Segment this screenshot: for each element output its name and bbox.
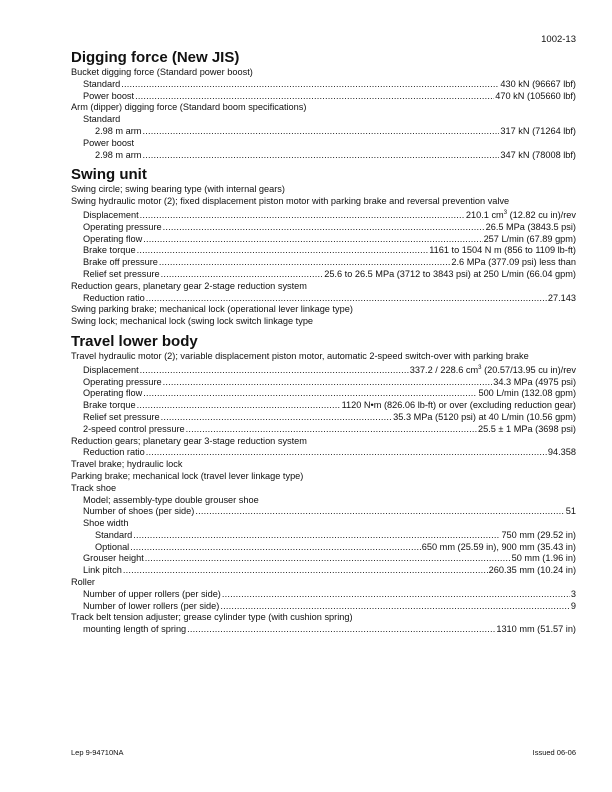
arm-digging-heading: Arm (dipper) digging force (Standard boom specifications) <box>71 102 307 113</box>
spec-row-upper-rollers: Number of upper rollers (per side) ..... 3 <box>71 589 576 601</box>
shoe-width-heading: Shoe width <box>83 518 129 529</box>
swing-lock-text: Swing lock; mechanical lock (swing lock switch linkage type <box>71 316 314 327</box>
swing-parking-brake-text: Swing parking brake; mechanical lock (operational lever linkage type) <box>71 304 353 315</box>
bucket-digging-heading: Bucket digging force (Standard power boost) <box>71 67 253 77</box>
spec-row-swing-relief-pressure: Relief set pressure ..... 25.6 to 26.5 MPa (3712 to 3843 psi) at 250 L/min (66.04 gpm) <box>71 269 576 281</box>
spec-row-swing-displacement: Displacement ..... 210.1 $cm^3$ (12.82 cu in)/rev <box>71 210 576 222</box>
track-shoe-heading: Track shoe <box>71 482 117 493</box>
track-shoe-model-text: Model; assembly-type double grouser shoe <box>83 494 259 505</box>
spec-row-spring-length: mounting length of spring ..... 1310 mm (51.57 in) <box>71 624 576 636</box>
section-title-digging-force: Digging force (New JIS) <box>71 49 240 66</box>
spec-row-travel-relief-pressure: Relief set pressure ..... 35.3 MPa (5120 psi) at 40 L/min (10.56 gpm) <box>71 412 576 424</box>
spec-content <box>71 49 576 636</box>
travel-brake-text: Travel brake; hydraulic lock <box>71 459 183 470</box>
roller-heading: Roller <box>71 577 95 588</box>
spec-row-travel-reduction-ratio: Reduction ratio ..... 94.358 <box>71 447 576 459</box>
track-tension-heading: Track belt tension adjuster; grease cylinder type (with cushion spring) <box>71 612 353 623</box>
spec-row-travel-displacement: Displacement ..... 337.2 / 228.6 $cm^3$ (20.57/13.95 cu in)/rev <box>71 365 576 377</box>
travel-motor-heading: Travel hydraulic motor (2); variable displacement piston motor, automatic 2-speed switch-over with parking brake <box>71 350 529 361</box>
spec-row-travel-operating-pressure: Operating pressure ..... 34.3 MPa (4975 psi) <box>71 377 576 389</box>
arm-boost-heading: Power boost <box>83 137 135 148</box>
section-title-swing-unit: Swing unit <box>71 166 147 184</box>
spec-row-grouser-height: Grouser height ..... 50 mm (1.96 in) <box>71 553 576 565</box>
spec-row-shoe-width-optional: Optional ..... 650 mm (25.59 in), 900 mm (35.43 in) <box>71 542 576 554</box>
spec-row-number-of-shoes: Number of shoes (per side) ..... 51 <box>71 506 576 518</box>
footer-issued-date: Issued 06-06 <box>532 748 576 757</box>
spec-row-bucket-power-boost: Power boost ..... 470 kN (105660 lbf) <box>71 91 576 103</box>
swing-circle-text: Swing circle; swing bearing type (with internal gears) <box>71 184 285 195</box>
spec-row-swing-operating-flow: Operating flow ..... 257 L/min (67.89 gpm) <box>71 234 576 246</box>
spec-row-swing-brake-torque: Brake torque ..... 1161 to 1504 N m (856 to 1109 lb-ft) <box>71 245 576 257</box>
spec-row-arm-standard: 2.98 m arm ..... 317 kN (71264 lbf) <box>71 126 576 138</box>
spec-row-travel-brake-torque: Brake torque ..... 1120 N•m (826.06 lb-ft) or over (excluding reduction gear) <box>71 400 576 412</box>
spec-row-swing-brake-off-pressure: Brake off pressure ..... 2.6 MPa (377.09 psi) less than <box>71 257 576 269</box>
arm-standard-heading: Standard <box>83 114 121 125</box>
spec-row-swing-reduction-ratio: Reduction ratio ..... 27.143 <box>71 293 576 305</box>
spec-row-swing-operating-pressure: Operating pressure ..... 26.5 MPa (3843.5 psi) <box>71 222 576 234</box>
spec-row-lower-rollers: Number of lower rollers (per side) ..... 9 <box>71 601 576 613</box>
travel-parking-brake-text: Parking brake; mechanical lock (travel lever linkage type) <box>71 470 304 481</box>
section-title-travel-lower-body: Travel lower body <box>71 332 198 350</box>
swing-motor-heading: Swing hydraulic motor (2); fixed displacement piston motor with parking brake and reversal prevention valve <box>71 196 510 207</box>
spec-row-arm-power-boost: 2.98 m arm ..... 347 kN (78008 lbf) <box>71 150 576 162</box>
page-number: 1002-13 <box>541 34 576 45</box>
travel-reduction-heading: Reduction gears; planetary gear 3-stage reduction system <box>71 435 307 446</box>
spec-row-shoe-width-standard: Standard ..... 750 mm (29.52 in) <box>71 530 576 542</box>
footer-doc-number: Lep 9-94710NA <box>71 748 124 757</box>
spec-row-bucket-standard: Standard ..... 430 kN (96667 lbf) <box>71 79 576 91</box>
spec-row-link-pitch: Link pitch ..... 260.35 mm (10.24 in) <box>71 565 576 577</box>
spec-row-travel-2speed-pressure: 2-speed control pressure ..... 25.5 ± 1 MPa (3698 psi) <box>71 424 576 436</box>
spec-row-travel-operating-flow: Operating flow ..... 500 L/min (132.08 gpm) <box>71 388 576 400</box>
swing-reduction-heading: Reduction gears, planetary gear 2-stage reduction system <box>71 280 307 291</box>
